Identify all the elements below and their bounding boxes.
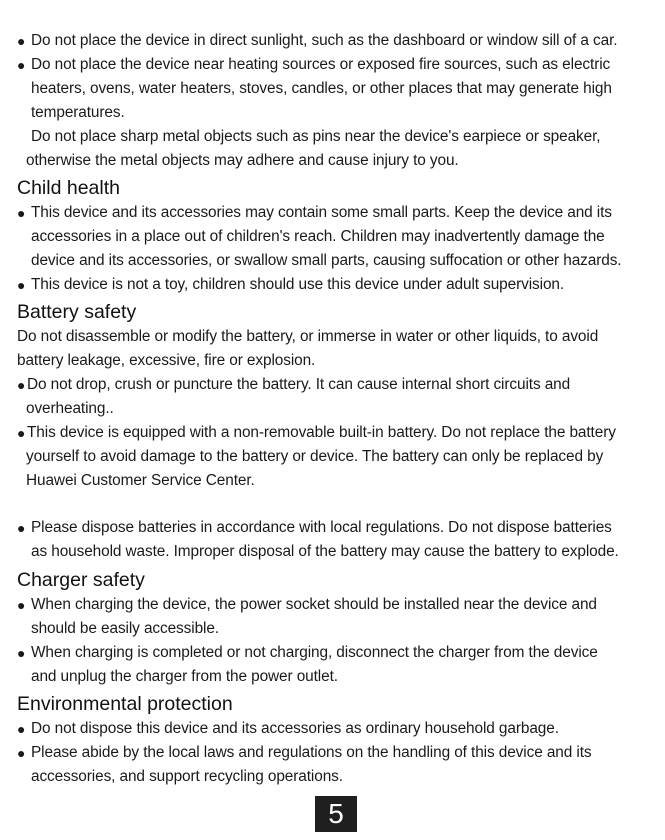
- text-line: battery leakage, excessive, fire or explosion.: [17, 352, 316, 369]
- text-line: as household waste. Improper disposal of the battery may cause the battery to explode.: [31, 543, 619, 560]
- text-line: Do not dispose this device and its accessories as ordinary household garbage.: [31, 720, 559, 737]
- text-line: Do not place sharp metal objects such as pins near the device's earpiece or speaker,: [31, 128, 601, 145]
- text-line: This device and its accessories may contain some small parts. Keep the device and its: [31, 204, 612, 221]
- bullet-icon: ●: [17, 645, 26, 661]
- text-line: accessories, and support recycling operations.: [31, 768, 343, 785]
- page-number: 5: [315, 796, 357, 832]
- text-line: should be easily accessible.: [31, 620, 219, 637]
- bullet-icon: ●: [17, 745, 26, 761]
- text-line: Do not drop, crush or puncture the battery. It can cause internal short circuits and: [27, 376, 571, 393]
- text-line: device and its accessories, or swallow small parts, causing suffocation or other hazards.: [31, 252, 622, 269]
- bullet-icon: ●: [17, 33, 26, 49]
- text-line: Do not place the device in direct sunlight, such as the dashboard or window sill of a car.: [31, 32, 618, 49]
- bullet-icon: ●: [17, 57, 26, 73]
- text-line: When charging is completed or not charging, disconnect the charger from the device: [31, 644, 598, 661]
- section-heading-battery-safety: Battery safety: [17, 301, 137, 323]
- text-line: and unplug the charger from the power outlet.: [31, 668, 338, 685]
- text-line: Please dispose batteries in accordance with local regulations. Do not dispose batteries: [31, 519, 612, 536]
- bullet-icon: ●: [17, 425, 26, 441]
- bullet-icon: ●: [17, 205, 26, 221]
- text-line: heaters, ovens, water heaters, stoves, candles, or other places that may generate high: [31, 80, 612, 97]
- text-line: This device is not a toy, children should use this device under adult supervision.: [31, 276, 565, 293]
- text-line: temperatures.: [31, 104, 125, 121]
- bullet-icon: ●: [17, 377, 26, 393]
- bullet-icon: ●: [17, 721, 26, 737]
- text-line: overheating..: [26, 400, 114, 417]
- text-line: Do not disassemble or modify the battery, or immerse in water or other liquids, to avoid: [17, 328, 599, 345]
- text-line: Please abide by the local laws and regulations on the handling of this device and its: [31, 744, 592, 761]
- bullet-icon: ●: [17, 520, 26, 536]
- text-line: otherwise the metal objects may adhere and cause injury to you.: [26, 152, 459, 169]
- text-line: Huawei Customer Service Center.: [26, 472, 255, 489]
- text-line: accessories in a place out of children's reach. Children may inadvertently damage the: [31, 228, 605, 245]
- bullet-icon: ●: [17, 597, 26, 613]
- section-heading-environmental-protection: Environmental protection: [17, 693, 233, 715]
- text-line: yourself to avoid damage to the battery or device. The battery can only be replaced by: [26, 448, 604, 465]
- text-line: Do not place the device near heating sources or exposed fire sources, such as electric: [31, 56, 611, 73]
- bullet-icon: ●: [17, 277, 26, 293]
- section-heading-charger-safety: Charger safety: [17, 569, 145, 591]
- text-line: When charging the device, the power socket should be installed near the device and: [31, 596, 597, 613]
- section-heading-child-health: Child health: [17, 177, 120, 199]
- text-line: This device is equipped with a non-removable built-in battery. Do not replace the battery: [27, 424, 616, 441]
